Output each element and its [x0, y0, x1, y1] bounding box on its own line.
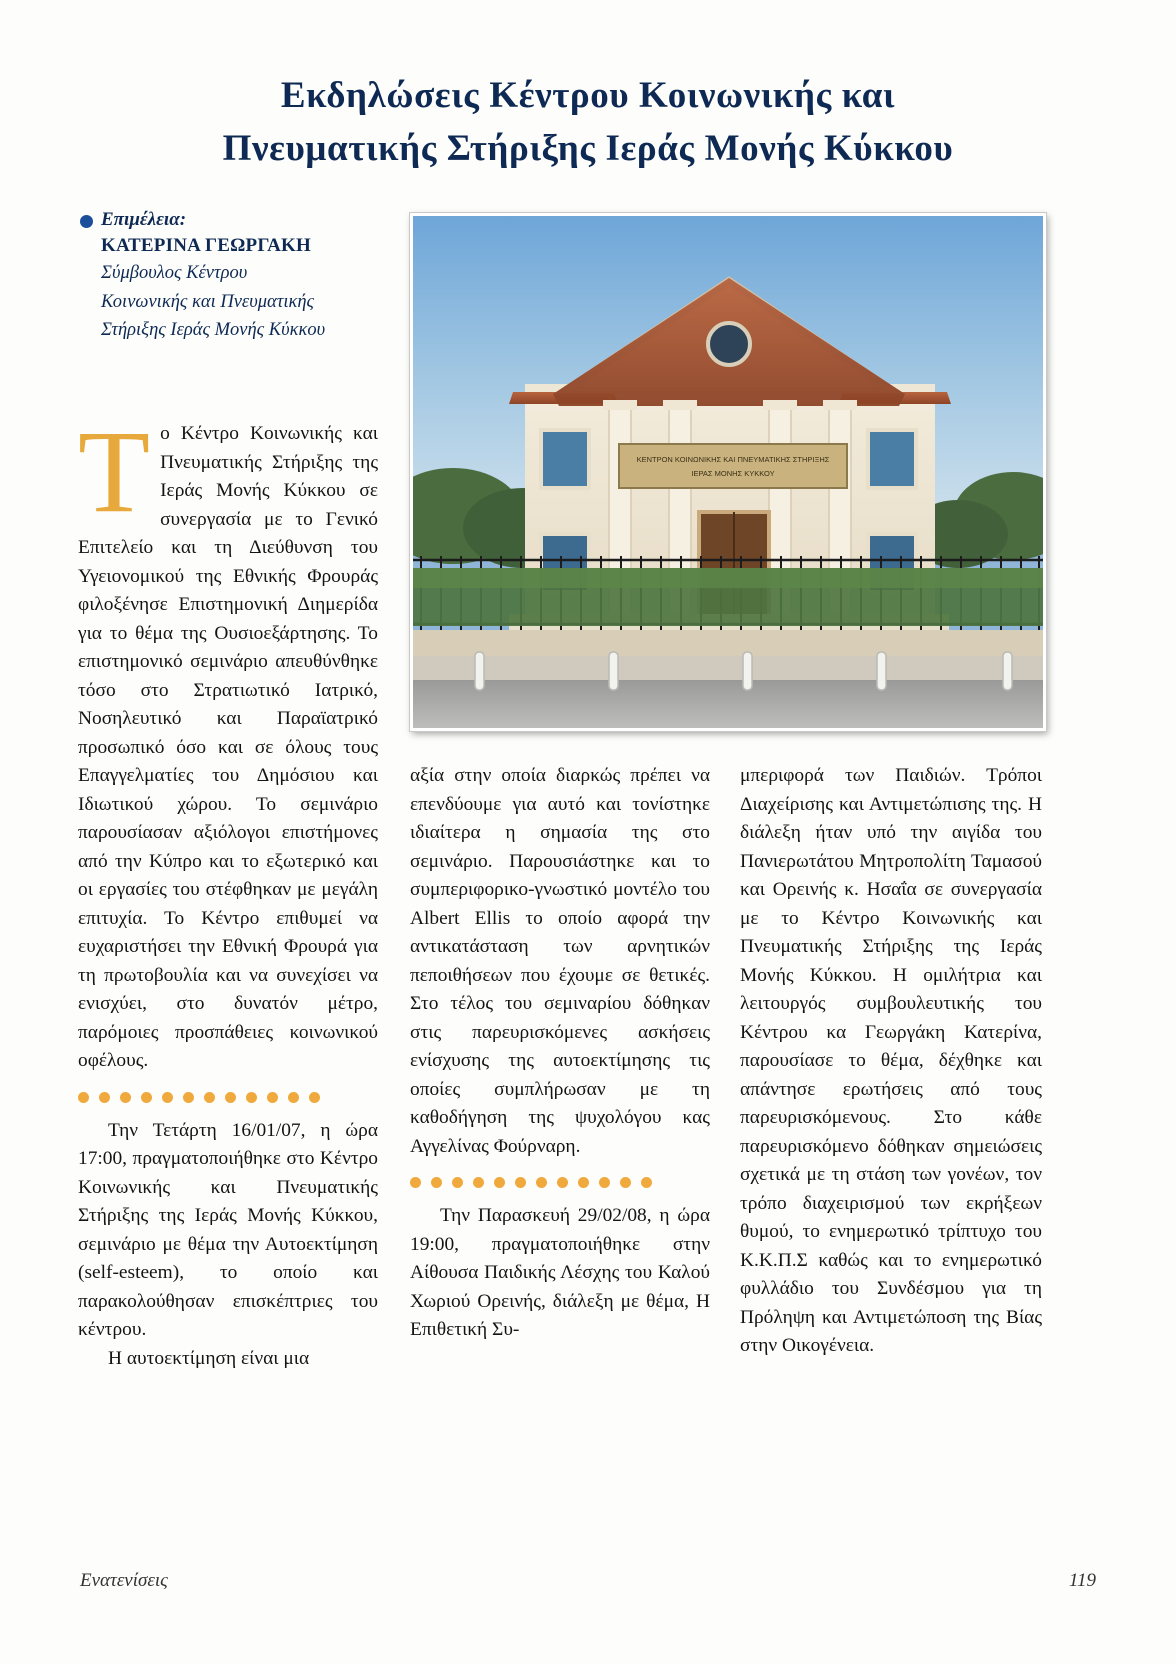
byline	[80, 208, 380, 343]
dot-separator-1	[78, 1092, 378, 1103]
column1-paragraph-1: ο Κέντρο Κοινωνικής και Πνευματικής Στήριξης της Ιεράς Μονής Κύκκου σε συνεργασία με το Γενικό Επιτελείο και τη Διεύθυνση του Υγειονομικού της Εθνικής Φρουράς φιλοξένησε Επιστημονική Διημερίδα για το θέμα της Ουσιοεξάρτησης. Το επιστημονικό σεμινάριο απευθύνθηκε τόσο στο Στρατιωτικό Ιατρικό, Νοσηλευτικό και Παραϊατρικό προσωπικό όσο και σε όλους τους Επαγγελματίες του Δημόσιου και Ιδιωτικού χώρου. Το σεμινάριο παρουσίασαν αξιόλογοι επιστήμονες από την Κύπρο και το εξωτερικό και οι εργασίες του στέφθηκαν με μεγάλη επιτυχία. Το Κέντρο επιθυμεί να ευχαριστήσει την Εθνική Φρουρά για τη πρωτοβουλία και να συνεχίσει να ενισχύει, στο δυνατόν μέτρο, παρόμοιες προσπάθειες κοινωνικού οφέλους.	[78, 423, 378, 1072]
svg-text:ΚΕΝΤΡΟΝ ΚΟΙΝΩΝΙΚΗΣ ΚΑΙ ΠΝΕΥΜΑΤ: ΚΕΝΤΡΟΝ ΚΟΙΝΩΝΙΚΗΣ ΚΑΙ ΠΝΕΥΜΑΤΙΚΗΣ ΣΤΗΡΙΞΗΣ	[636, 455, 830, 464]
building-photo-illustration	[413, 216, 1043, 728]
column2-paragraph-1: αξία στην οποία διαρκώς πρέπει να επενδύουμε για αυτό και τονίστηκε ιδιαίτερα η σημασία της στο σεμινάριο. Παρουσιάστηκε και το συμπεριφορικο-γνωστικό μοντέλο του Albert Ellis το οποίο αφορά την αντικατάσταση των αρνητικών πεποιθήσεων που έχουμε σε θετικές. Στο τέλος του σεμιναρίου δόθηκαν στις παρευρισκόμενες ασκήσεις ενίσχυσης της αυτοεκτίμησης τις οποίες συμπλήρωσαν με τη καθοδήγηση της ψυχολόγου κας Αγγελίνας Φούρναρη.	[410, 765, 710, 1157]
byline-author-name: ΚΑΤΕΡΙΝΑ ΓΕΩΡΓΑΚΗ	[101, 234, 311, 256]
drop-cap: Τ	[78, 406, 151, 537]
article-column-1	[78, 406, 378, 1374]
page-title	[80, 70, 1096, 175]
building-photo	[410, 213, 1046, 731]
byline-role-line-2: Κοινωνικής και Πνευματικής	[101, 291, 315, 312]
footer-page-number: 119	[1068, 1570, 1096, 1591]
column1-paragraph-3: Η αυτοεκτίμηση είναι μια	[108, 1347, 310, 1369]
byline-label: Επιμέλεια:	[101, 209, 187, 230]
article-column-3	[740, 762, 1042, 1361]
svg-text:ΙΕΡΑΣ ΜΟΝΗΣ ΚΥΚΚΟΥ: ΙΕΡΑΣ ΜΟΝΗΣ ΚΥΚΚΟΥ	[691, 469, 775, 478]
title-line-1: Εκδηλώσεις Κέντρου Κοινωνικής και	[280, 75, 896, 116]
column1-paragraph-2: Την Τετάρτη 16/01/07, η ώρα 17:00, πραγματοποιήθηκε στο Κέντρο Κοινωνικής και Πνευματικής Στήριξης της Ιεράς Μονής Κύκκου, σεμινάριο με θέμα την Αυτοεκτίμηση (self-esteem), το οποίο και παρακολούθησαν επισκέπτριες του κέντρου.	[78, 1119, 378, 1341]
title-line-2: Πνευματικής Στήριξης Ιεράς Μονής Κύκκου	[222, 127, 954, 169]
footer-publication-name: Ενατενίσεις	[80, 1570, 168, 1591]
article-column-2	[410, 762, 710, 1345]
byline-label-row	[80, 208, 380, 233]
byline-role-line-1: Σύμβουλος Κέντρου	[101, 263, 248, 284]
byline-role-line-3: Στήριξης Ιεράς Μονής Κύκκου	[101, 319, 326, 340]
column2-paragraph-2: Την Παρασκευή 29/02/08, η ώρα 19:00, πραγματοποιήθηκε στην Αίθουσα Παιδικής Λέσχης του Καλού Χωριού Ορεινής, διάλεξη με θέμα, Η Επιθετική Συ-	[410, 1205, 710, 1341]
column3-paragraph-1: μπεριφορά των Παιδιών. Τρόποι Διαχείρισης και Αντιμετώπισης της. Η διάλεξη ήταν υπό την αιγίδα του Πανιερωτάτου Μητροπολίτη Ταμασού και Ορεινής κ. Ησαΐα σε συνεργασία με το Κέντρο Κοινωνικής και Πνευματικής Στήριξης της Ιεράς Μονής Κύκκου. Η ομιλήτρια και λειτουργός συμβουλευτικής του Κέντρου κα Γεωργάκη Κατερίνα, παρουσίασε το θέμα, δέχθηκε και απάντησε ερωτήσεις από τους παρευρισκόμενους. Στο κάθε παρευρισκόμενο δόθηκαν σημειώσεις σχετικά με τη στάση των γονέων, τον τρόπο διαχειρισμού των εκρήξεων θυμού, το ενημερωτικό τρίπτυχο του Κ.Κ.Π.Σ καθώς και το ενημερωτικό φυλλάδιο του Συνδέσμου για τη Πρόληψη και Αντιμετώποση της Βίας στην Οικογένεια.	[740, 765, 1042, 1357]
column1-first-paragraph-wrapper	[78, 406, 378, 1076]
bullet-dot-icon	[80, 215, 93, 228]
dot-separator-2	[410, 1177, 710, 1188]
